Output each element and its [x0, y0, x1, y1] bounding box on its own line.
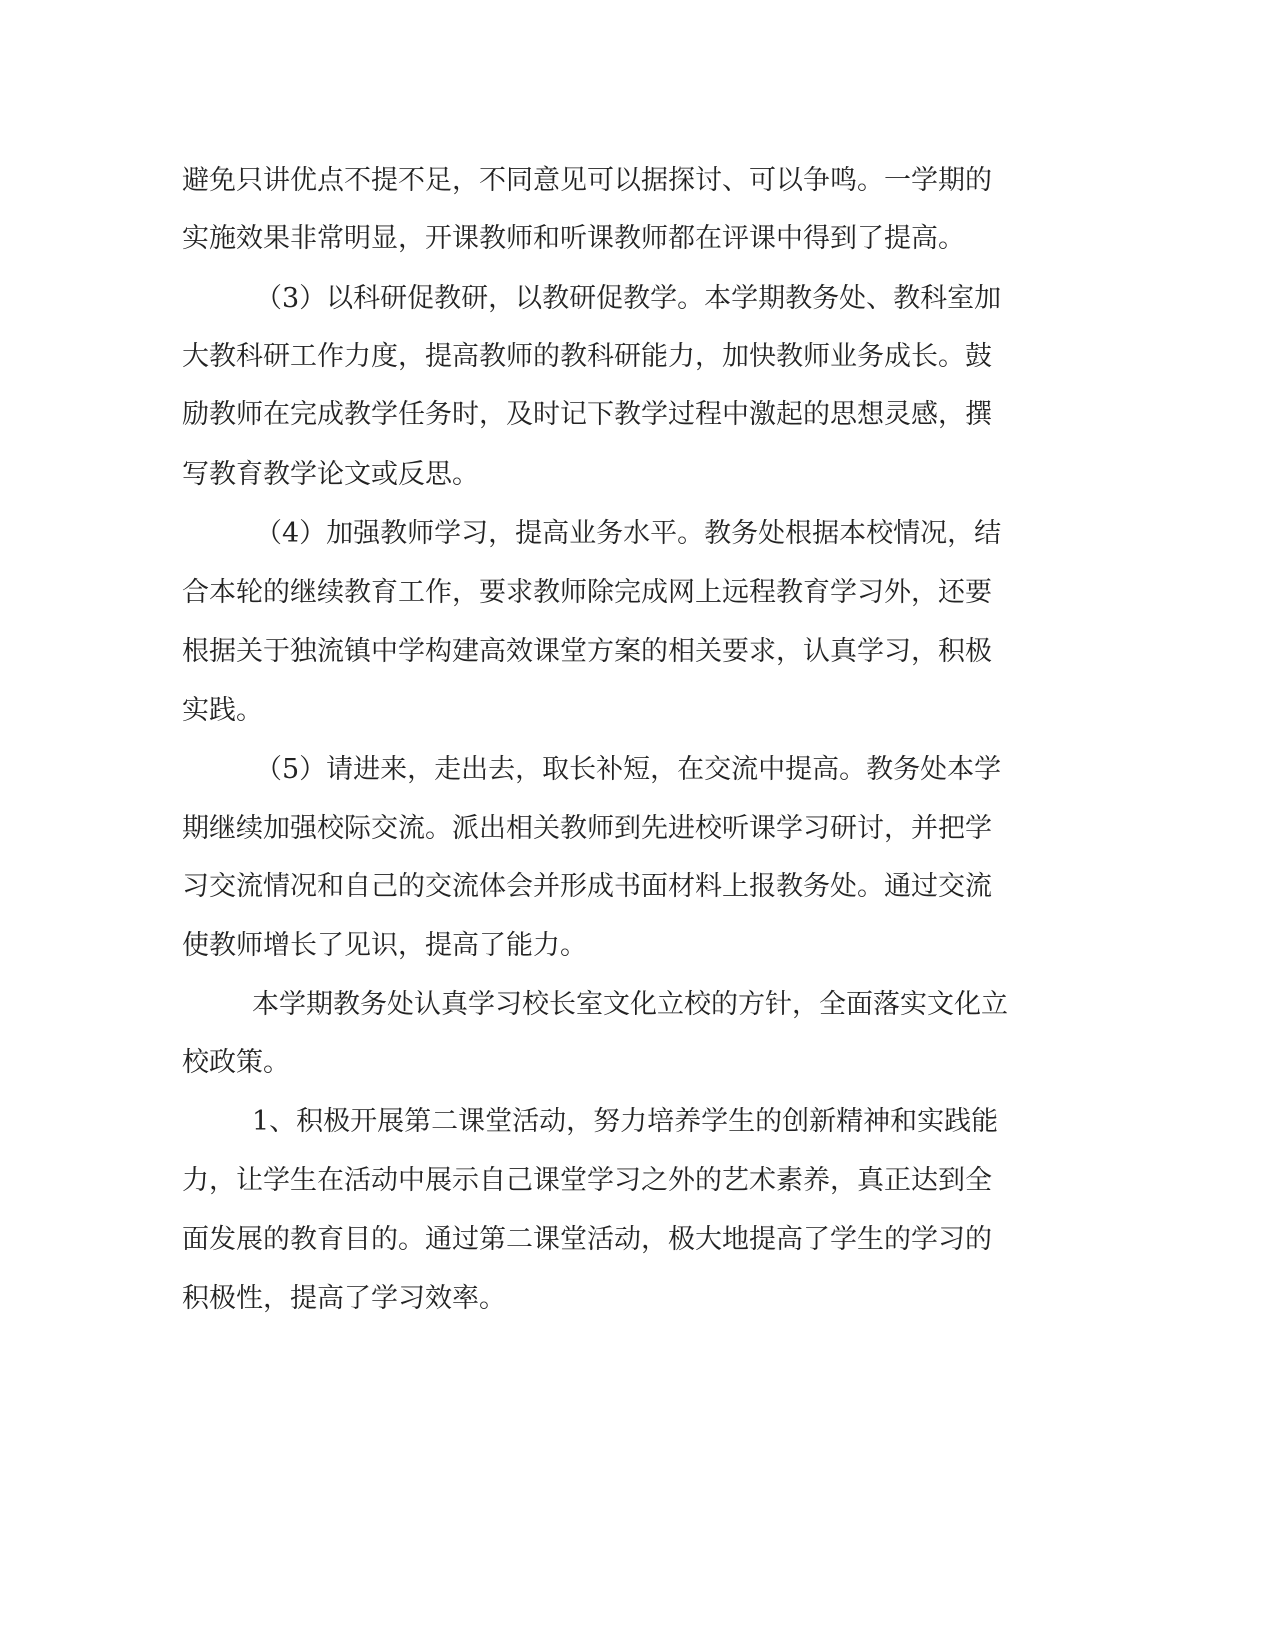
activity-paragraph-line-1: 1、积极开展第二课堂活动，努力培养学生的创新精神和实践能	[252, 1106, 999, 1137]
paragraph-3-line-2: 大教科研工作力度，提高教师的教科研能力，加快教师业务成长。鼓	[182, 341, 992, 372]
paragraph-5-line-1: （5）请进来，走出去，取长补短，在交流中提高。教务处本学	[255, 754, 1002, 785]
text-line-2: 实施效果非常明显，开课教师和听课教师都在评课中得到了提高。	[182, 223, 965, 254]
paragraph-4-line-4: 实践。	[182, 695, 263, 726]
activity-paragraph-line-3: 面发展的教育目的。通过第二课堂活动，极大地提高了学生的学习的	[182, 1224, 992, 1255]
paragraph-4-line-3: 根据关于独流镇中学构建高效课堂方案的相关要求，认真学习，积极	[182, 636, 992, 667]
paragraph-5-line-2: 期继续加强校际交流。派出相关教师到先进校听课学习研讨，并把学	[182, 813, 992, 844]
text-line-1: 避免只讲优点不提不足，不同意见可以据探讨、可以争鸣。一学期的	[182, 165, 992, 196]
paragraph-3-line-3: 励教师在完成教学任务时，及时记下教学过程中激起的思想灵感，撰	[182, 399, 992, 430]
paragraph-3-line-4: 写教育教学论文或反思。	[182, 459, 479, 490]
activity-paragraph-line-2: 力，让学生在活动中展示自己课堂学习之外的艺术素养，真正达到全	[182, 1165, 992, 1196]
paragraph-5-line-4: 使教师增长了见识，提高了能力。	[182, 930, 587, 961]
paragraph-4-line-1: （4）加强教师学习，提高业务水平。教务处根据本校情况，结	[255, 518, 1002, 549]
culture-paragraph-line-2: 校政策。	[182, 1047, 290, 1078]
paragraph-3-line-1: （3）以科研促教研，以教研促教学。本学期教务处、教科室加	[255, 283, 1002, 314]
paragraph-4-line-2: 合本轮的继续教育工作，要求教师除完成网上远程教育学习外，还要	[182, 577, 992, 608]
culture-paragraph-line-1: 本学期教务处认真学习校长室文化立校的方针，全面落实文化立	[252, 989, 1008, 1020]
paragraph-5-line-3: 习交流情况和自己的交流体会并形成书面材料上报教务处。通过交流	[182, 871, 992, 902]
activity-paragraph-line-4: 积极性，提高了学习效率。	[182, 1283, 506, 1314]
